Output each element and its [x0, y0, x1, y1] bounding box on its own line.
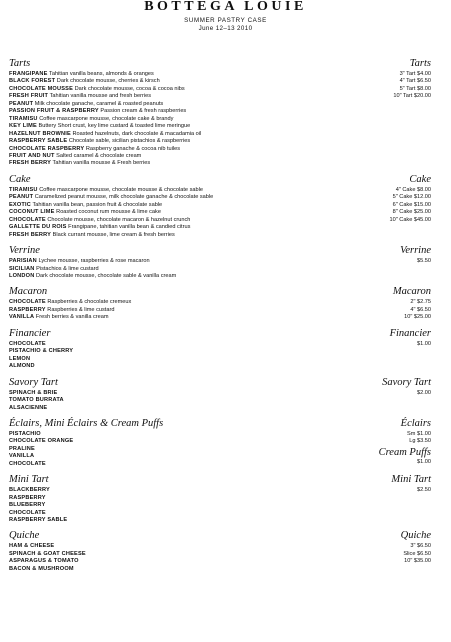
- item-name: TIRAMISU: [9, 186, 38, 193]
- price: 6" Cake $15.00: [392, 201, 431, 208]
- item-description: Caramelized peanut mousse, milk chocolate ganache & chocolate sable: [34, 194, 214, 201]
- price: 4" Cake $8.00: [395, 186, 431, 193]
- price: $5.50: [417, 258, 431, 265]
- section-title-right: Mini Tart: [391, 474, 431, 486]
- price-list: [351, 187, 431, 224]
- item-name: VANILLA: [9, 314, 35, 321]
- item-name: TOMATO BURRATA: [9, 397, 64, 404]
- section-title-right: Financier: [389, 327, 431, 339]
- item-name: COCONUT LIME: [9, 209, 55, 216]
- item-name: CHOCOLATE: [9, 299, 46, 306]
- price: $2.00: [417, 389, 431, 396]
- section-title-right: Savory Tart: [382, 376, 431, 388]
- item-name: HAZELNUT BROWNIE: [9, 130, 71, 137]
- item-description: Passion cream & fresh raspberries: [100, 108, 187, 115]
- menu-item: [9, 566, 431, 573]
- item-name: CHOCOLATE ORANGE: [9, 438, 74, 445]
- menu-item: [9, 232, 431, 239]
- section-header: [9, 474, 431, 486]
- menu-item: [9, 517, 431, 524]
- item-name: KEY LIME: [9, 123, 37, 130]
- item-name: FRESH BERRY: [9, 160, 52, 167]
- section-header: [9, 328, 431, 340]
- item-name: CHOCOLATE: [9, 340, 46, 347]
- sub-section-title: Cream Puffs: [378, 446, 431, 458]
- menu-item: [9, 131, 431, 138]
- section-header: [9, 174, 431, 186]
- item-name: RASPBERRY: [9, 306, 46, 313]
- section-title: Tarts: [9, 58, 31, 69]
- item-name: EXOTIC: [9, 201, 32, 208]
- section-header: [9, 245, 431, 257]
- item-name: HAM & CHEESE: [9, 543, 55, 550]
- section-title: Éclairs, Mini Éclairs & Cream Puffs: [9, 417, 164, 429]
- price: 10" Tart $20.00: [393, 93, 431, 100]
- item-description: Black currant mousse, lime cream & fresh berries: [52, 231, 175, 238]
- price: 5" Cake $12.00: [392, 194, 431, 201]
- item-name: FRUIT AND NUT: [9, 152, 55, 159]
- menu-item: [9, 146, 431, 153]
- section-body: [9, 341, 431, 371]
- price-list: [351, 299, 431, 321]
- menu-dates: June 12–13 2010: [198, 25, 253, 32]
- item-name: VANILLA: [9, 453, 35, 460]
- item-name: LEMON: [9, 355, 31, 362]
- price-list: [351, 390, 431, 397]
- menu-section: [9, 530, 431, 573]
- section-title: Verrine: [9, 245, 40, 257]
- item-description: Lychee mousse, raspberries & rose macaron: [38, 258, 150, 265]
- price: 2" $2.75: [410, 299, 431, 306]
- price: $1.00: [417, 340, 431, 347]
- section-body: [9, 187, 431, 239]
- item-name: SPINACH & GOAT CHEESE: [9, 550, 86, 557]
- price-list: [351, 71, 431, 101]
- menu-item: [9, 510, 431, 517]
- section-header: [9, 418, 431, 430]
- price-list: [351, 258, 431, 265]
- item-name: ALSACIENNE: [9, 404, 48, 411]
- item-description: Roasted hazelnuts, dark chocolate & macadamia oil: [72, 130, 202, 137]
- item-name: FRANGIPANE: [9, 71, 48, 77]
- menu-section: [9, 377, 431, 412]
- menu-section: [9, 58, 431, 168]
- menu-section: [9, 474, 431, 524]
- item-name: CHOCOLATE RASPBERRY: [9, 145, 85, 152]
- price: Sm $1.00: [407, 430, 431, 437]
- item-name: PEANUT: [9, 100, 34, 107]
- price: 8" Cake $25.00: [392, 209, 431, 216]
- menu-item: [9, 356, 431, 363]
- price: 3" Tart $4.00: [399, 71, 431, 77]
- menu-section: [9, 328, 431, 371]
- menu-item: [9, 138, 431, 145]
- item-name: ALMOND: [9, 363, 35, 370]
- item-description: Tahitian vanilla mousse and fresh berries: [49, 93, 152, 100]
- item-name: PRALINE: [9, 445, 35, 452]
- item-description: Coffee mascarpone mousse, chocolate cake & brandy: [39, 115, 174, 122]
- menu-item: [9, 397, 431, 404]
- price: Slice $6.50: [403, 550, 431, 557]
- section-body: [9, 431, 431, 468]
- item-name: CHOCOLATE: [9, 509, 46, 516]
- section-body: [9, 258, 431, 280]
- section-title-right: Quiche: [400, 530, 431, 542]
- item-description: Chocolate mousse, chocolate macaron & hazelnut crunch: [47, 216, 191, 223]
- item-name: TIRAMISU: [9, 115, 38, 122]
- menu-item: [9, 160, 431, 167]
- section-title-right: Verrine: [400, 245, 431, 257]
- item-description: Frangipane, tahitian vanilla bean & candied citrus: [68, 224, 191, 231]
- menu-item: [9, 273, 431, 280]
- section-body: [9, 390, 431, 412]
- price: 5" Tart $8.00: [399, 85, 431, 92]
- section-body: [9, 487, 431, 524]
- price: 3" $6.50: [410, 543, 431, 550]
- price-list: [351, 487, 431, 494]
- menu-item: [9, 405, 431, 412]
- item-name: SICILIAN: [9, 265, 35, 272]
- item-name: PARISIAN: [9, 258, 37, 265]
- item-name: CHOCOLATE: [9, 460, 46, 467]
- section-title-right: Tarts: [409, 58, 431, 69]
- price: 10" $25.00: [404, 314, 431, 321]
- item-name: CHOCOLATE MOUSSE: [9, 85, 74, 92]
- section-title-right: Macaron: [392, 286, 431, 298]
- item-name: PEANUT: [9, 194, 34, 201]
- price-list: [351, 431, 431, 466]
- item-description: Tahitian vanilla beans, almonds & oranges: [49, 71, 154, 77]
- item-name: RASPBERRY SABLE: [9, 517, 68, 524]
- item-description: Chocolate sable, sicilian pistachios & raspberries: [68, 138, 191, 145]
- section-title: Financier: [9, 327, 51, 339]
- item-name: BLACK FOREST: [9, 78, 56, 85]
- menu-item: [9, 108, 431, 115]
- price: 4" $6.50: [410, 306, 431, 313]
- item-description: Raspberries & chocolate cremeux: [47, 299, 132, 306]
- menu-section: [9, 245, 431, 280]
- section-header: [9, 530, 431, 542]
- menu-item: [9, 153, 431, 160]
- menu-item: [9, 266, 431, 273]
- item-description: Raspberries & lime custard: [47, 306, 115, 313]
- section-title-right: Cake: [409, 173, 431, 185]
- item-description: Salted caramel & chocolate cream: [56, 152, 142, 159]
- item-name: GALLETTE DU ROIS: [9, 224, 67, 231]
- price: $1.00: [417, 458, 431, 465]
- menu-item: [9, 224, 431, 231]
- item-name: PISTACHIO & CHERRY: [9, 348, 74, 355]
- section-title: Mini Tart: [9, 474, 49, 486]
- item-name: SPINACH & BRIE: [9, 389, 58, 396]
- menu-item: [9, 502, 431, 509]
- item-name: CHOCOLATE: [9, 216, 46, 223]
- item-name: LONDON: [9, 272, 35, 279]
- menu-item: [9, 123, 431, 130]
- menu-section: [9, 286, 431, 321]
- price: $2.50: [417, 487, 431, 494]
- item-name: PASSION FRUIT & RASPBERRY: [9, 108, 99, 115]
- item-name: ASPARAGUS & TOMATO: [9, 558, 79, 565]
- item-name: BACON & MUSHROOM: [9, 565, 74, 572]
- section-header: [9, 377, 431, 389]
- item-name: FRESH FRUIT: [9, 93, 49, 100]
- item-description: Raspberry ganache & cocoa nib tuiles: [85, 145, 181, 152]
- price: 4" Tart $6.50: [399, 78, 431, 85]
- section-title: Macaron: [9, 286, 48, 298]
- section-title: Savory Tart: [9, 376, 58, 388]
- item-name: BLUEBERRY: [9, 502, 46, 509]
- item-description: Coffee mascarpone mousse, chocolate mousse & chocolate sable: [39, 186, 203, 193]
- item-name: RASPBERRY SABLE: [9, 138, 68, 145]
- item-description: Dark chocolate mousse, chocolate sable & vanilla cream: [36, 272, 177, 279]
- price-list: [351, 543, 431, 565]
- section-header: [9, 58, 431, 70]
- menu-item: [9, 495, 431, 502]
- menu-item: [9, 363, 431, 370]
- item-description: Tahitian vanilla mousse & Fresh berries: [52, 160, 151, 167]
- item-name: BLACKBERRY: [9, 487, 50, 494]
- menu-section: [9, 174, 431, 239]
- section-title-right: Éclairs: [400, 417, 431, 429]
- menu-item: [9, 116, 431, 123]
- menu-subtitle: SUMMER PASTRY CASE: [184, 17, 267, 24]
- item-name: PISTACHIO: [9, 430, 41, 437]
- section-header: [9, 286, 431, 298]
- item-description: Buttery Short crust, key lime custard & toasted lime meringue: [38, 123, 191, 130]
- item-description: Fresh berries & vanilla cream: [35, 314, 109, 321]
- price: Lg $3.50: [409, 438, 431, 445]
- price: 10" Cake $45.00: [389, 216, 431, 223]
- brand-title: BOTTEGA LOUIE: [144, 0, 307, 14]
- menu-item: [9, 101, 431, 108]
- menu-item: [9, 348, 431, 355]
- price: 10" $35.00: [404, 558, 431, 565]
- item-name: RASPBERRY: [9, 494, 46, 501]
- item-name: FRESH BERRY: [9, 231, 52, 238]
- menu-section: [9, 418, 431, 468]
- section-title: Cake: [9, 173, 31, 185]
- section-body: [9, 71, 431, 168]
- item-description: Pistachios & lime custard: [36, 265, 99, 272]
- item-description: Roasted coconut rum mousse & lime cake: [56, 209, 161, 216]
- item-description: Dark chocolate mousse, cocoa & cocoa nibs: [74, 85, 185, 92]
- price-list: [351, 341, 431, 348]
- section-body: [9, 299, 431, 321]
- menu-sections: [9, 58, 431, 579]
- menu-header: [0, 0, 451, 33]
- section-body: [9, 543, 431, 573]
- item-description: Dark chocolate mousse, cherries & kirsch: [56, 78, 160, 85]
- section-title: Quiche: [9, 530, 40, 542]
- item-description: Tahitian vanilla bean, passion fruit & chocolate sable: [32, 201, 163, 208]
- item-description: Milk chocolate ganache, caramel & roasted peanuts: [34, 100, 164, 107]
